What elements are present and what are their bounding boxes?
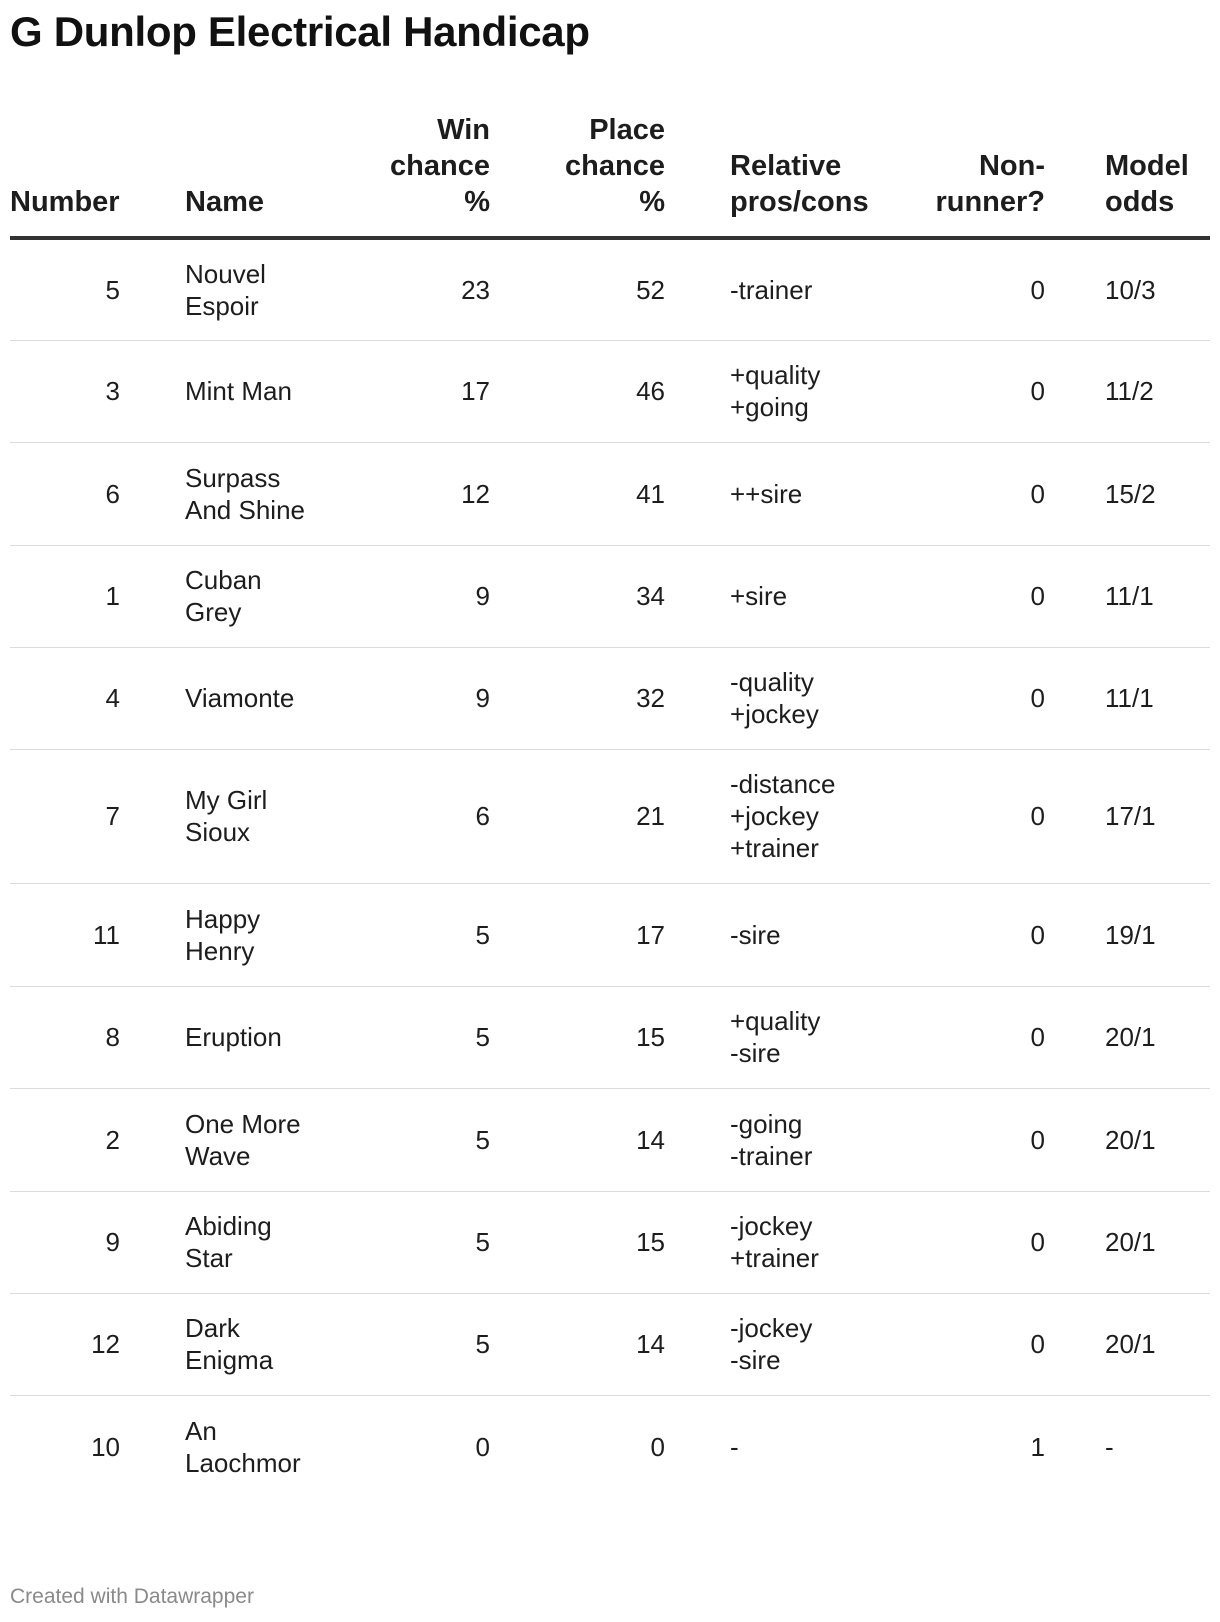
- cell-name: Mint Man: [185, 340, 360, 442]
- cell-number: 5: [10, 238, 120, 340]
- cell-place-chance: 14: [528, 1293, 665, 1395]
- cell-win-chance: 17: [360, 340, 490, 442]
- cell-non-runner: 0: [905, 883, 1045, 986]
- cell-pros-cons: -jockey +trainer: [730, 1191, 905, 1293]
- cell-pros-cons: -quality +jockey: [730, 647, 905, 749]
- header-place-chance[interactable]: Place chance %: [528, 112, 665, 238]
- cell-win-chance: 6: [360, 749, 490, 883]
- cell-non-runner: 0: [905, 1088, 1045, 1191]
- cell-place-chance: 46: [528, 340, 665, 442]
- cell-pros-cons: +quality +going: [730, 340, 905, 442]
- footer-credit: Created with Datawrapper: [10, 1585, 254, 1608]
- cell-name: Eruption: [185, 986, 360, 1088]
- cell-model-odds: 15/2: [1105, 442, 1210, 545]
- cell-name: Surpass And Shine: [185, 442, 360, 545]
- cell-pros-cons: -sire: [730, 883, 905, 986]
- table-row: [10, 1395, 1210, 1499]
- cell-number: 1: [10, 545, 120, 647]
- table-row: [10, 545, 1210, 647]
- cell-pros-cons: ++sire: [730, 442, 905, 545]
- cell-number: 12: [10, 1293, 120, 1395]
- cell-number: 7: [10, 749, 120, 883]
- table-row: [10, 647, 1210, 749]
- cell-non-runner: 0: [905, 647, 1045, 749]
- cell-name: Happy Henry: [185, 883, 360, 986]
- cell-number: 6: [10, 442, 120, 545]
- cell-win-chance: 5: [360, 986, 490, 1088]
- header-pros-cons[interactable]: Relative pros/cons: [730, 112, 905, 238]
- cell-model-odds: 19/1: [1105, 883, 1210, 986]
- cell-place-chance: 34: [528, 545, 665, 647]
- cell-win-chance: 5: [360, 1293, 490, 1395]
- table-row: [10, 986, 1210, 1088]
- cell-pros-cons: -trainer: [730, 238, 905, 340]
- header-name[interactable]: Name: [185, 112, 360, 238]
- cell-model-odds: 11/1: [1105, 545, 1210, 647]
- cell-pros-cons: -going -trainer: [730, 1088, 905, 1191]
- results-table: [10, 112, 1210, 1499]
- cell-number: 2: [10, 1088, 120, 1191]
- cell-non-runner: 0: [905, 238, 1045, 340]
- cell-name: Nouvel Espoir: [185, 238, 360, 340]
- cell-name: Viamonte: [185, 647, 360, 749]
- cell-non-runner: 0: [905, 545, 1045, 647]
- cell-model-odds: 17/1: [1105, 749, 1210, 883]
- cell-non-runner: 0: [905, 442, 1045, 545]
- cell-model-odds: 20/1: [1105, 986, 1210, 1088]
- cell-model-odds: 20/1: [1105, 1191, 1210, 1293]
- table-row: [10, 883, 1210, 986]
- cell-name: An Laochmor: [185, 1416, 301, 1479]
- cell-number: 9: [10, 1191, 120, 1293]
- table-row: [10, 442, 1210, 545]
- cell-win-chance: 5: [360, 1088, 490, 1191]
- cell-place-chance: 15: [528, 1191, 665, 1293]
- cell-model-odds: 20/1: [1105, 1293, 1210, 1395]
- cell-win-chance: 9: [360, 545, 490, 647]
- cell-model-odds: 10/3: [1105, 238, 1210, 340]
- table-row: [10, 1088, 1210, 1191]
- cell-place-chance: 15: [528, 986, 665, 1088]
- cell-number: 10: [91, 1432, 120, 1463]
- cell-place-chance: 41: [528, 442, 665, 545]
- cell-pros-cons: -jockey -sire: [730, 1293, 905, 1395]
- header-row: [10, 112, 1210, 238]
- cell-name: My Girl Sioux: [185, 749, 360, 883]
- table-body: [10, 238, 1210, 1499]
- cell-place-chance: 17: [528, 883, 665, 986]
- cell-number: 4: [10, 647, 120, 749]
- cell-non-runner: 0: [905, 1191, 1045, 1293]
- table-title: G Dunlop Electrical Handicap: [10, 8, 590, 55]
- cell-number: 3: [10, 340, 120, 442]
- cell-place-chance: 21: [528, 749, 665, 883]
- table-row: [10, 1293, 1210, 1395]
- header-model-odds[interactable]: Model odds: [1105, 112, 1210, 238]
- cell-win-chance: 23: [360, 238, 490, 340]
- cell-number: 8: [10, 986, 120, 1088]
- cell-non-runner: 0: [905, 749, 1045, 883]
- cell-pros-cons: -: [730, 1432, 739, 1463]
- cell-place-chance: 52: [528, 238, 665, 340]
- cell-win-chance: 5: [360, 1191, 490, 1293]
- table-row: [10, 749, 1210, 883]
- cell-pros-cons: -distance +jockey +trainer: [730, 749, 905, 883]
- cell-place-chance: 32: [528, 647, 665, 749]
- header-number[interactable]: Number: [10, 112, 120, 238]
- table-row: [10, 340, 1210, 442]
- cell-number: 11: [10, 883, 120, 986]
- cell-non-runner: 1: [1030, 1432, 1045, 1463]
- cell-place-chance: 14: [528, 1088, 665, 1191]
- cell-name: Dark Enigma: [185, 1293, 360, 1395]
- cell-place-chance: 0: [650, 1432, 665, 1463]
- cell-pros-cons: +sire: [730, 545, 905, 647]
- table-row: [10, 238, 1210, 340]
- table-row: [10, 1191, 1210, 1293]
- cell-win-chance: 5: [360, 883, 490, 986]
- cell-pros-cons: +quality -sire: [730, 986, 905, 1088]
- cell-model-odds: 20/1: [1105, 1088, 1210, 1191]
- cell-non-runner: 0: [905, 340, 1045, 442]
- cell-win-chance: 12: [360, 442, 490, 545]
- cell-model-odds: 11/2: [1105, 340, 1210, 442]
- cell-model-odds: -: [1105, 1432, 1114, 1463]
- cell-non-runner: 0: [905, 1293, 1045, 1395]
- cell-win-chance: 9: [360, 647, 490, 749]
- cell-name: Abiding Star: [185, 1191, 360, 1293]
- header-win-chance[interactable]: Win chance %: [360, 112, 490, 238]
- cell-non-runner: 0: [905, 986, 1045, 1088]
- cell-name: One More Wave: [185, 1088, 360, 1191]
- cell-model-odds: 11/1: [1105, 647, 1210, 749]
- cell-win-chance: 0: [475, 1432, 490, 1463]
- cell-name: Cuban Grey: [185, 545, 360, 647]
- header-non-runner[interactable]: Non- runner?: [905, 112, 1045, 238]
